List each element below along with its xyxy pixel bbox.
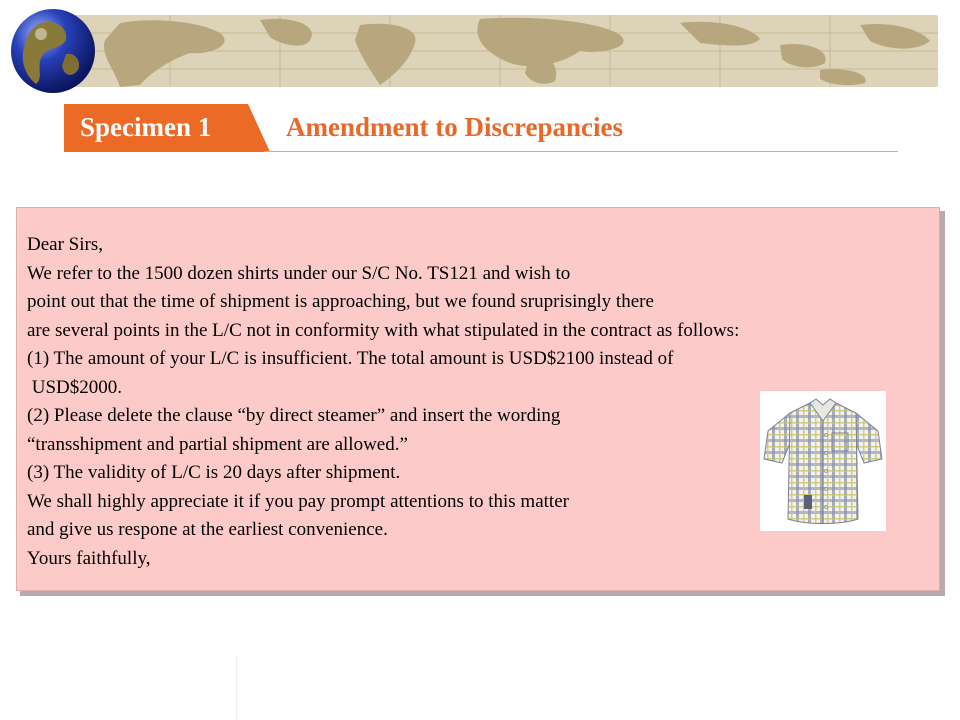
letter-line: “transshipment and partial shipment are allowed.” [27,433,408,455]
letter-salutation: Dear Sirs, [27,234,103,255]
decorative-divider [236,655,237,720]
letter-line: (1) The amount of your L/C is insufficient. The total amount is USD$2100 instead of [27,348,674,369]
plaid-shirt-icon [760,391,886,531]
letter-line: are several points in the L/C not in conformity with what stipulated in the contract as follows: [27,319,740,341]
globe-icon [8,6,98,95]
top-banner [0,0,960,95]
letter-body [27,231,739,573]
title-bar [64,104,898,152]
letter-closing: Yours faithfully, [27,547,151,569]
specimen-label: Specimen 1 [80,112,212,142]
shirt-image [760,391,886,531]
letter-line: (2) Please delete the clause “by direct steamer” and insert the wording [27,405,561,426]
letter-line: We shall highly appreciate it if you pay prompt attentions to this matter [27,490,569,512]
letter-line: point out that the time of shipment is approaching, but we found sruprisingly there [27,291,654,312]
letter-line: We refer to the 1500 dozen shirts under our S/C No. TS121 and wish to [27,262,571,284]
world-map-icon [60,15,938,87]
letter-line: and give us respone at the earliest convenience. [27,519,388,540]
page-title: Amendment to Discrepancies [286,112,623,142]
letter-line: USD$2000. [27,376,123,398]
title-underline [264,151,898,152]
letter-line: (3) The validity of L/C is 20 days after shipment. [27,462,401,483]
world-map-strip [60,15,938,87]
